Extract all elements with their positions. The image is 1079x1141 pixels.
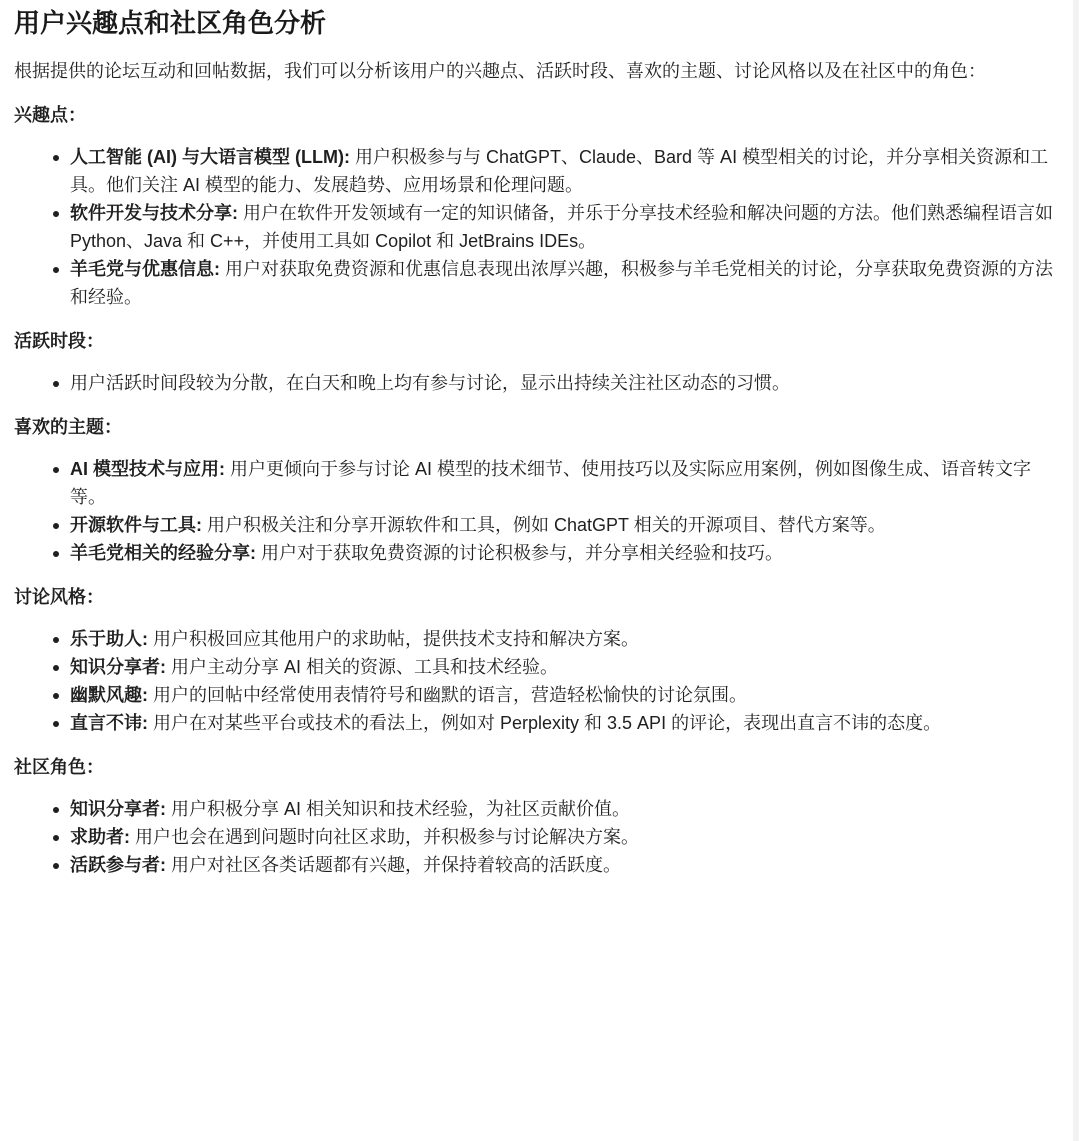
bullet-list bbox=[14, 143, 1066, 311]
document bbox=[14, 0, 1066, 879]
section-community-role bbox=[14, 753, 1066, 879]
section-heading: 兴趣点： bbox=[14, 105, 86, 125]
list-item bbox=[70, 851, 1066, 879]
bullet-icon bbox=[53, 863, 59, 869]
page-title: 用户兴趣点和社区角色分析 bbox=[14, 8, 327, 38]
list-item bbox=[70, 625, 1066, 653]
bullet-list bbox=[14, 369, 1066, 397]
section-heading: 喜欢的主题： bbox=[14, 417, 122, 437]
bullet-icon bbox=[53, 665, 59, 671]
intro-paragraph: 根据提供的论坛互动和回帖数据，我们可以分析该用户的兴趣点、活跃时段、喜欢的主题、讨论风格以及在社区中的角色： bbox=[14, 61, 986, 81]
item-term: 人工智能 (AI) 与大语言模型 (LLM): bbox=[70, 147, 350, 167]
list-item bbox=[70, 455, 1066, 511]
section-heading: 活跃时段： bbox=[14, 331, 104, 351]
list-item bbox=[70, 369, 1066, 397]
list-item bbox=[70, 511, 1066, 539]
item-text: 用户在对某些平台或技术的看法上，例如对 Perplexity 和 3.5 API 的评论，表现出直言不讳的态度。 bbox=[148, 713, 942, 733]
item-text: 用户在软件开发领域有一定的知识储备，并乐于分享技术经验和解决问题的方法。他们熟悉编程语言如 Python、Java 和 C++，并使用工具如 Copilot 和 JetBrains IDEs。 bbox=[70, 203, 1053, 251]
bullet-icon bbox=[53, 807, 59, 813]
section-active-hours bbox=[14, 327, 1066, 397]
list-item bbox=[70, 255, 1066, 311]
section-heading: 社区角色： bbox=[14, 757, 104, 777]
section-discussion-style bbox=[14, 583, 1066, 737]
item-text: 用户对社区各类话题都有兴趣，并保持着较高的活跃度。 bbox=[166, 855, 621, 875]
item-term: 求助者: bbox=[70, 827, 130, 847]
bullet-icon bbox=[53, 211, 59, 217]
bullet-icon bbox=[53, 721, 59, 727]
item-text: 用户积极分享 AI 相关知识和技术经验，为社区贡献价值。 bbox=[166, 799, 631, 819]
item-term: 知识分享者: bbox=[70, 657, 166, 677]
list-item bbox=[70, 199, 1066, 255]
bullet-icon bbox=[53, 381, 59, 387]
list-item bbox=[70, 539, 1066, 567]
item-term: 羊毛党相关的经验分享: bbox=[70, 543, 256, 563]
item-text: 用户更倾向于参与讨论 AI 模型的技术细节、使用技巧以及实际应用案例，例如图像生成、语音转文字等。 bbox=[70, 459, 1032, 507]
item-term: 乐于助人: bbox=[70, 629, 148, 649]
list-item bbox=[70, 709, 1066, 737]
item-text: 用户积极参与与 ChatGPT、Claude、Bard 等 AI 模型相关的讨论，并分享相关资源和工具。他们关注 AI 模型的能力、发展趋势、应用场景和伦理问题。 bbox=[70, 147, 1049, 195]
list-item bbox=[70, 795, 1066, 823]
bullet-list bbox=[14, 455, 1066, 567]
bullet-icon bbox=[53, 267, 59, 273]
bullet-list bbox=[14, 625, 1066, 737]
bullet-icon bbox=[53, 523, 59, 529]
item-term: 幽默风趣: bbox=[70, 685, 148, 705]
item-term: 开源软件与工具: bbox=[70, 515, 202, 535]
bullet-list bbox=[14, 795, 1066, 879]
list-item bbox=[70, 681, 1066, 709]
item-term: AI 模型技术与应用: bbox=[70, 459, 225, 479]
item-text: 用户活跃时间段较为分散，在白天和晚上均有参与讨论，显示出持续关注社区动态的习惯。 bbox=[70, 373, 790, 393]
bullet-icon bbox=[53, 637, 59, 643]
list-item bbox=[70, 653, 1066, 681]
item-text: 用户对于获取免费资源的讨论积极参与，并分享相关经验和技巧。 bbox=[256, 543, 783, 563]
list-item bbox=[70, 823, 1066, 851]
item-term: 软件开发与技术分享: bbox=[70, 203, 238, 223]
item-text: 用户的回帖中经常使用表情符号和幽默的语言，营造轻松愉快的讨论氛围。 bbox=[148, 685, 747, 705]
bullet-icon bbox=[53, 155, 59, 161]
section-heading: 讨论风格： bbox=[14, 587, 104, 607]
bullet-icon bbox=[53, 835, 59, 841]
item-text: 用户积极回应其他用户的求助帖，提供技术支持和解决方案。 bbox=[148, 629, 639, 649]
bullet-icon bbox=[53, 467, 59, 473]
scrollbar[interactable] bbox=[1073, 0, 1079, 1141]
item-term: 知识分享者: bbox=[70, 799, 166, 819]
item-term: 活跃参与者: bbox=[70, 855, 166, 875]
section-interests bbox=[14, 101, 1066, 311]
bullet-icon bbox=[53, 551, 59, 557]
item-text: 用户也会在遇到问题时向社区求助，并积极参与讨论解决方案。 bbox=[130, 827, 639, 847]
bullet-icon bbox=[53, 693, 59, 699]
list-item bbox=[70, 143, 1066, 199]
item-term: 直言不讳: bbox=[70, 713, 148, 733]
item-text: 用户主动分享 AI 相关的资源、工具和技术经验。 bbox=[166, 657, 559, 677]
section-favorite-topics bbox=[14, 413, 1066, 567]
item-text: 用户积极关注和分享开源软件和工具，例如 ChatGPT 相关的开源项目、替代方案等。 bbox=[202, 515, 886, 535]
item-term: 羊毛党与优惠信息: bbox=[70, 259, 220, 279]
item-text: 用户对获取免费资源和优惠信息表现出浓厚兴趣，积极参与羊毛党相关的讨论，分享获取免费资源的方法和经验。 bbox=[70, 259, 1053, 307]
